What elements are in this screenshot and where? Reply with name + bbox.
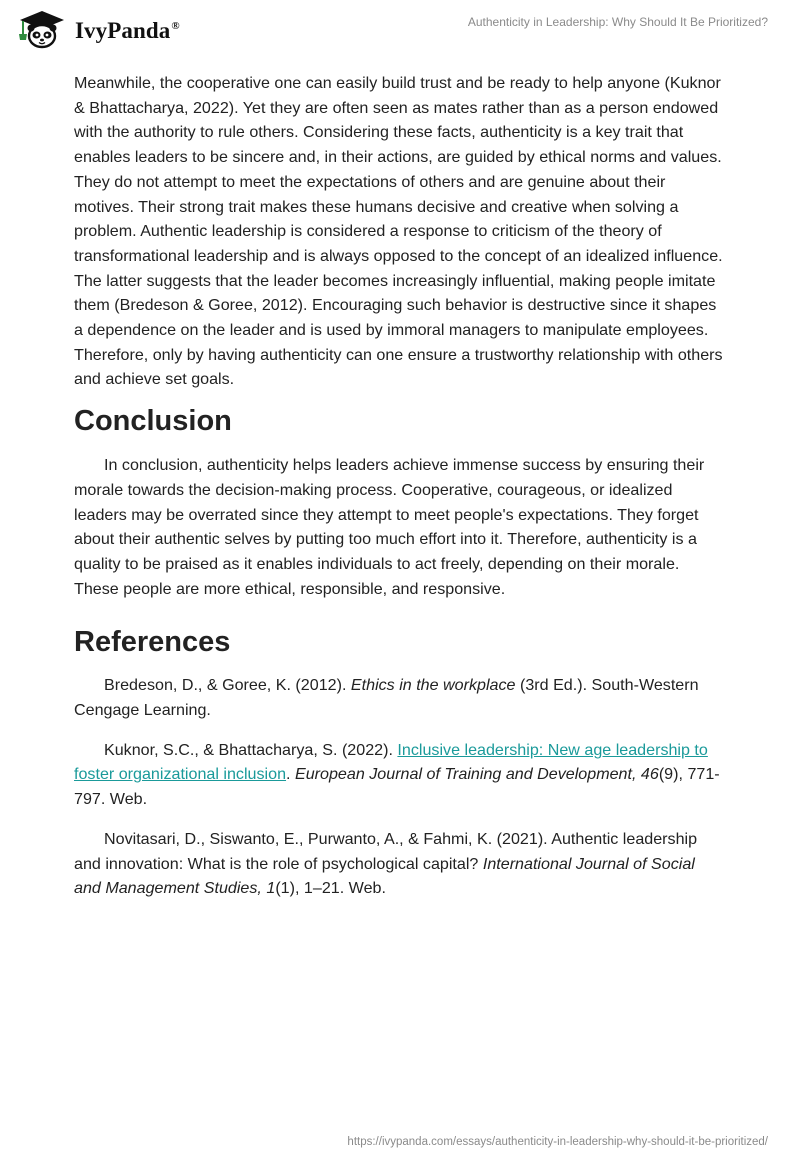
references-heading: References	[74, 626, 231, 659]
reference-item: Novitasari, D., Siswanto, E., Purwanto, A., & Fahmi, K. (2021). Authentic leadership and innovation: What is the role of psychological capital? International Journal of Social and Management Studies, 1(1), 1–21. Web.	[74, 829, 698, 898]
reference-link[interactable]: Inclusive leadership: New age leadership to foster organizational inclusion	[74, 740, 708, 784]
page-header	[0, 0, 800, 66]
reference-item: Kuknor, S.C., & Bhattacharya, S. (2022). Inclusive leadership: New age leadership to foster organizational inclusion. European Journal of Training and Development, 46(9), 771-797. Web.	[74, 740, 720, 809]
ivypanda-logo[interactable]	[14, 8, 180, 50]
document-title: Authenticity in Leadership: Why Should It Be Prioritized?	[467, 15, 768, 29]
body-paragraph: Meanwhile, the cooperative one can easily build trust and be ready to help anyone (Kuknor & Bhattacharya, 2022). Yet they are often seen as mates rather than as a person endowed with the authority to rule others. Considering these facts, authenticity is a key trait that enables leaders to be sincere and, in their actions, are guided by ethical norms and values. They do not attempt to meet the expectations of others and are genuine about their motives. Their strong trait makes these humans decisive and creative when solving a problem. Authentic leadership is considered a response to criticism of the theory of transformational leadership and is always opposed to the concept of an idealized influence. The latter suggests that the leader becomes increasingly influential, making people imitate them (Bredeson & Goree, 2012). Encouraging such behavior is destructive since it shapes a dependence on the leader and is used by immoral managers to manipulate employees. Therefore, only by having authenticity can one ensure a trustworthy relationship with others and achieve set goals.	[74, 74, 723, 389]
conclusion-heading: Conclusion	[74, 405, 232, 438]
brand-name: IvyPanda®	[75, 18, 180, 43]
reference-item: Bredeson, D., & Goree, K. (2012). Ethics in the workplace (3rd Ed.). South-Western Cengage Learning.	[74, 676, 699, 720]
source-url: https://ivypanda.com/essays/authenticity-in-leadership-why-should-it-be-prioritized/	[347, 1136, 768, 1148]
essay-content	[74, 71, 726, 916]
panda-graduate-icon	[14, 8, 70, 50]
conclusion-paragraph: In conclusion, authenticity helps leaders achieve immense success by ensuring their morale towards the decision-making process. Cooperative, courageous, or idealized leaders may be overrated since they attempt to meet people's expectations. They forget about their authentic selves by putting too much effort into it. Therefore, authenticity is a quality to be praised as it enables individuals to act freely, depending on their morale. These people are more ethical, responsible, and responsive.	[74, 456, 705, 598]
